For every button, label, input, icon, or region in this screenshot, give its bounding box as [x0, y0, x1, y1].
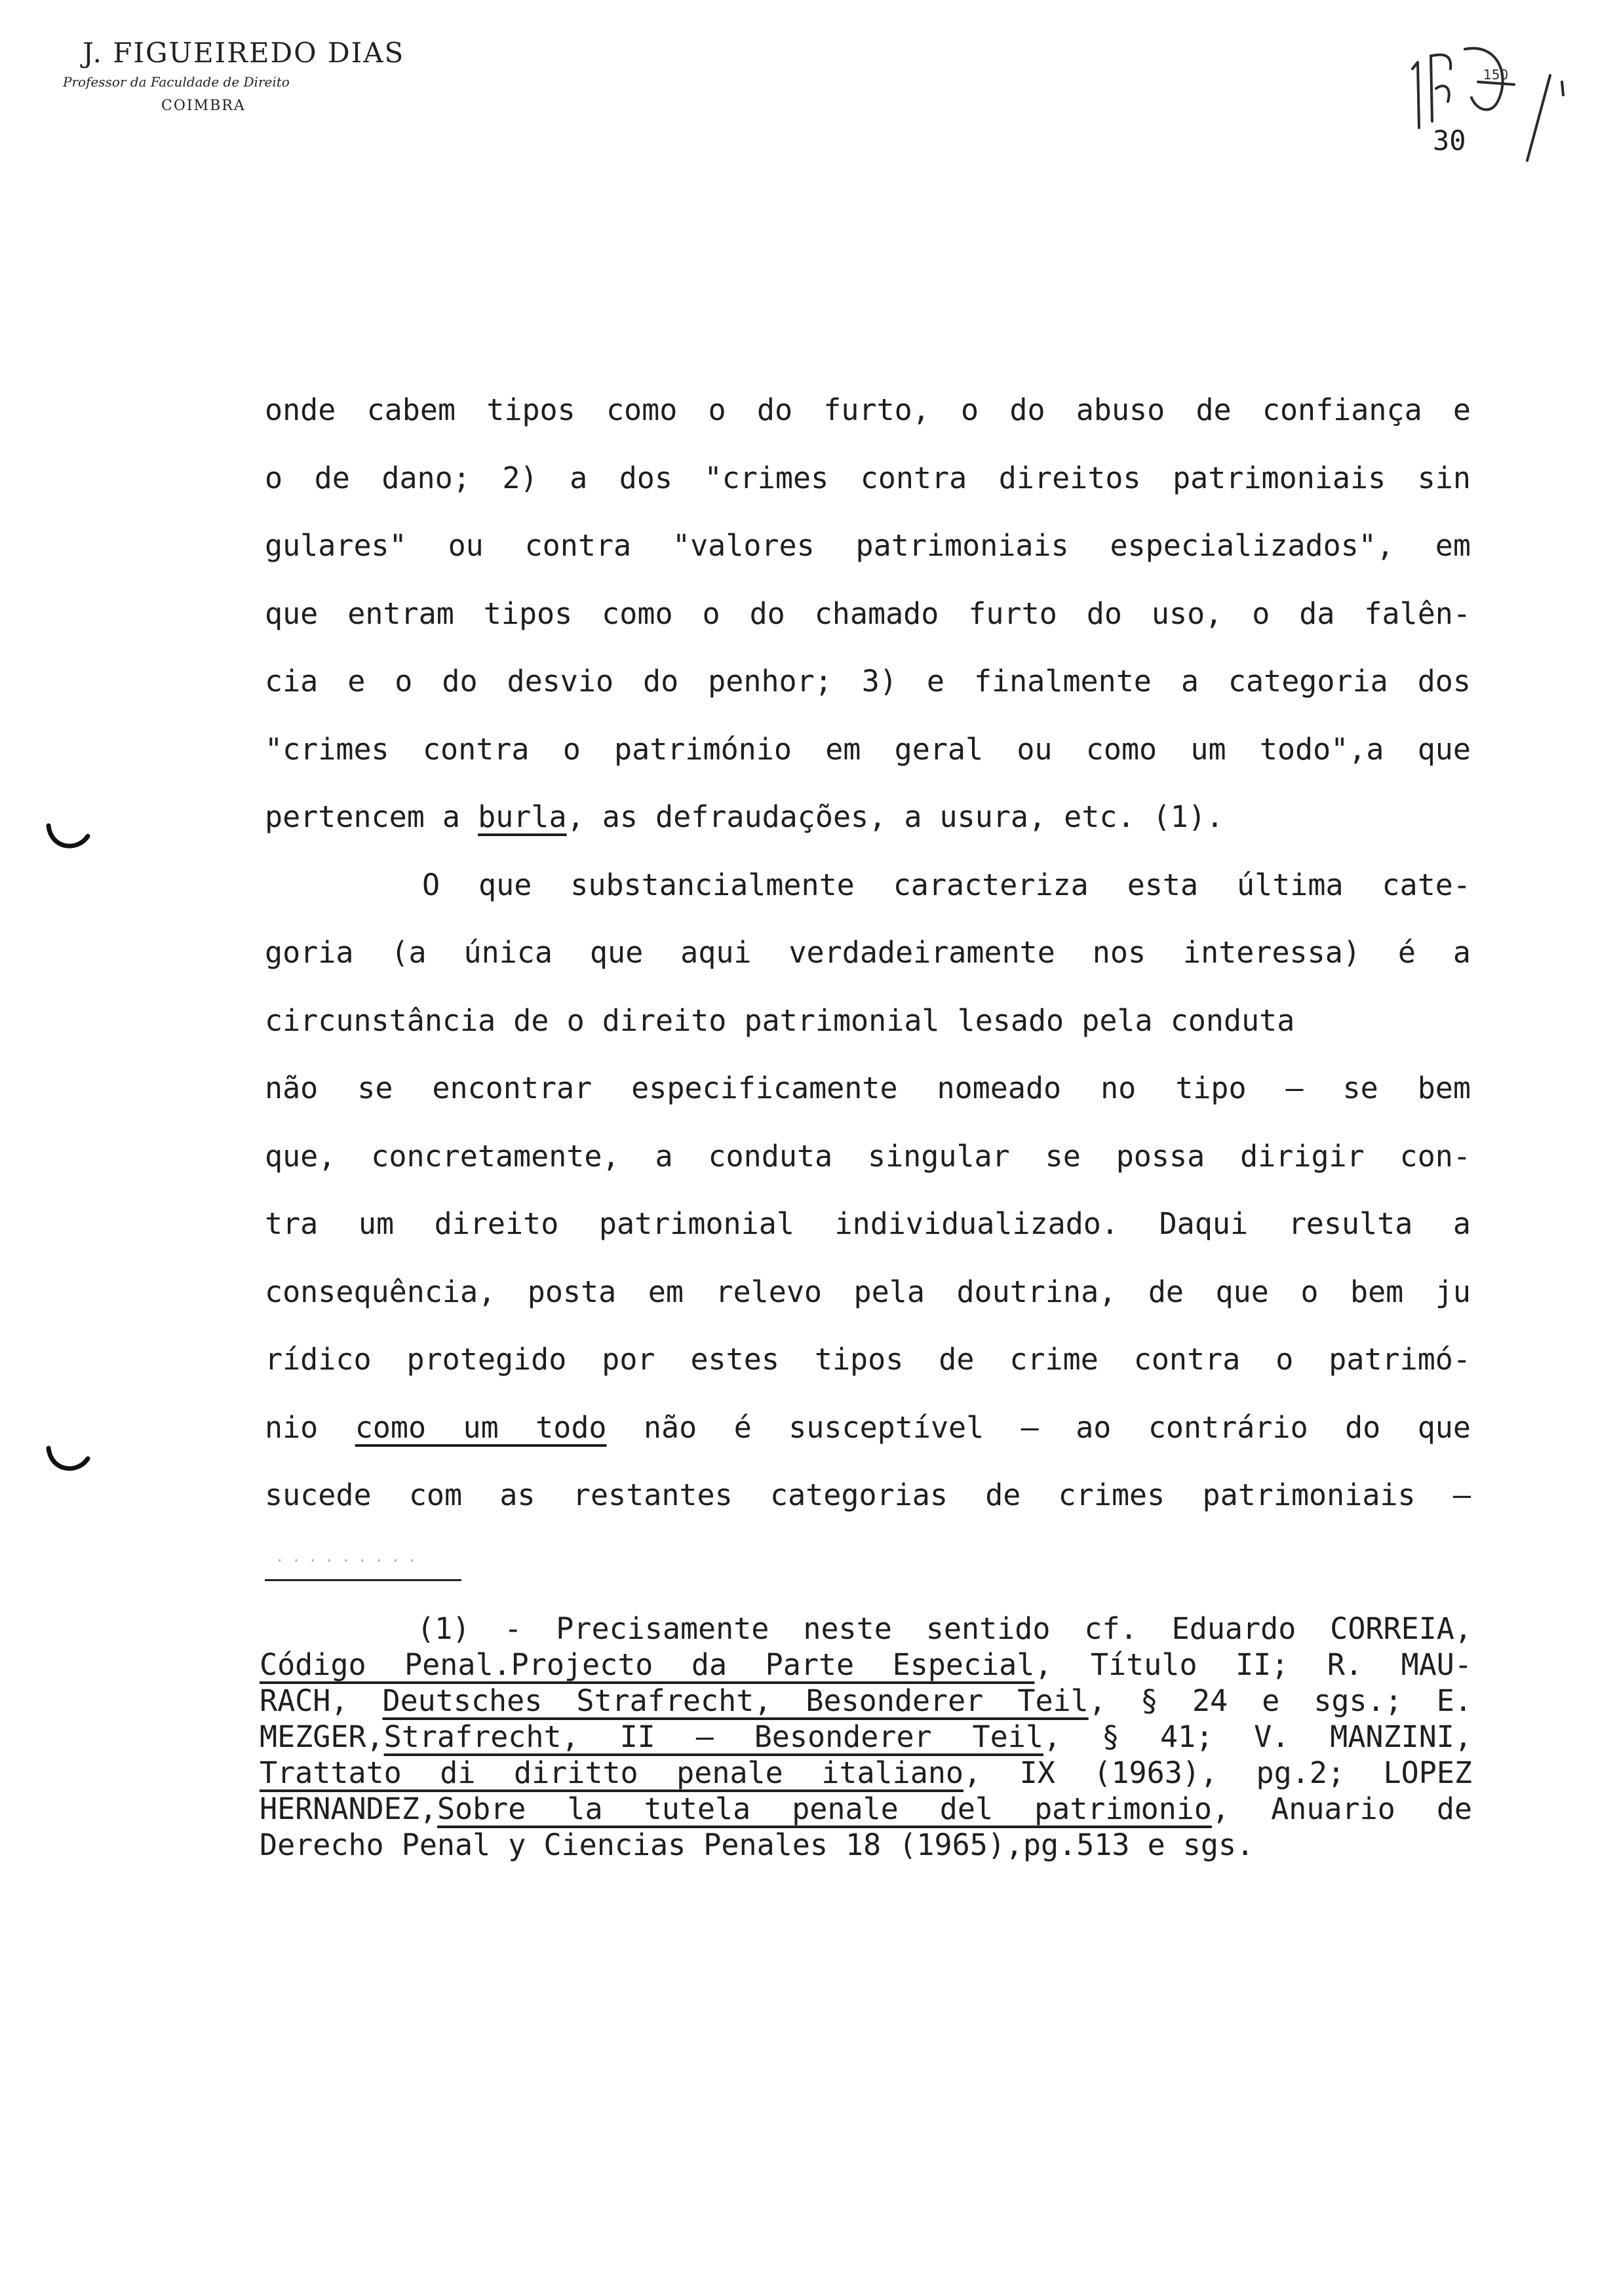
text-segment: , Título II; R. MAU- — [1034, 1647, 1472, 1682]
text-segment: o de dano; 2) a dos "crimes contra direitos patrimoniais sin — [265, 460, 1471, 495]
text-segment: rídico protegido por estes tipos de crime contra o patrimó- — [265, 1342, 1471, 1377]
binder-hole-mark — [45, 813, 90, 858]
text-segment: sucede com as restantes categorias de crimes patrimoniais — — [265, 1478, 1471, 1512]
text-segment: onde cabem tipos como o do furto, o do abuso de confiança e — [265, 392, 1471, 427]
text-segment: goria (a única que aqui verdadeiramente nos interessa) é a — [265, 935, 1471, 970]
text-segment: RACH, — [260, 1683, 383, 1718]
text-segment: não se encontrar especificamente nomeado no tipo — se bem — [265, 1071, 1471, 1105]
handwritten-folio-text: 150 — [1483, 67, 1509, 83]
body-line — [265, 1407, 1471, 1475]
body-line — [265, 1339, 1471, 1407]
footnote-line — [260, 1719, 1472, 1755]
body-line — [265, 1271, 1471, 1339]
footnotes — [260, 1611, 1472, 1863]
footnote-line — [260, 1827, 1472, 1863]
underlined-text: Sobre la tutela penale del patrimonio — [437, 1791, 1213, 1826]
text-segment: nio — [265, 1409, 355, 1445]
text-segment: tra um direito patrimonial individualizado. Daqui resulta a — [265, 1206, 1471, 1241]
underlined-text: Código Penal.Projecto da Parte Especial — [260, 1647, 1035, 1682]
text-segment: , § 41; V. MANZINI, — [1043, 1719, 1472, 1754]
text-segment: , IX (1963), pg.2; LOPEZ — [963, 1755, 1473, 1790]
body-line — [265, 1067, 1471, 1136]
binder-hole-mark — [45, 1435, 90, 1481]
text-segment: O que substancialmente caracteriza esta última cate- — [422, 867, 1471, 902]
letterhead-city: COIMBRA — [161, 98, 246, 114]
text-segment: HERNANDEZ, — [260, 1791, 437, 1826]
text-segment: "crimes contra o património em geral ou como um todo",a que — [265, 731, 1471, 767]
dotted-separator: ········· — [275, 1553, 425, 1569]
underlined-text: como um todo — [355, 1409, 607, 1445]
underlined-text: Deutsches Strafrecht, Besonderer Teil — [382, 1683, 1089, 1718]
main-body-text — [265, 389, 1471, 1542]
body-line — [265, 864, 1471, 932]
body-line — [265, 593, 1471, 661]
body-line — [265, 729, 1471, 797]
text-segment: circunstância de o direito patrimonial lesado pela conduta — [265, 1003, 1295, 1038]
text-segment: que entram tipos como o do chamado furto do uso, o da falên- — [265, 596, 1471, 631]
text-segment: consequência, posta em relevo pela doutrina, de que o bem ju — [265, 1274, 1471, 1309]
text-segment: , § 24 e sgs.; E. — [1088, 1683, 1472, 1718]
body-line — [265, 525, 1471, 593]
underlined-text: burla — [478, 799, 567, 834]
footnote-line — [260, 1611, 1472, 1647]
body-line — [265, 796, 1471, 864]
body-line — [265, 660, 1471, 729]
text-segment: que, concretamente, a conduta singular se possa dirigir con- — [265, 1138, 1471, 1174]
footnote-line — [260, 1683, 1472, 1719]
text-segment: (1) - Precisamente neste sentido cf. Eduardo CORREIA, — [417, 1611, 1472, 1646]
text-segment: não é susceptível — ao contrário do que — [606, 1409, 1471, 1445]
body-line — [265, 1203, 1471, 1271]
letterhead — [63, 37, 430, 114]
handwritten-folio-mark — [1399, 29, 1570, 187]
text-segment: , Anuario de — [1212, 1791, 1473, 1826]
letterhead-name: J. FIGUEIREDO DIAS — [83, 37, 405, 69]
underlined-text: Strafrecht, II — Besonderer Teil — [383, 1719, 1043, 1754]
body-line — [265, 389, 1471, 457]
page-number: 30 — [1433, 124, 1466, 157]
text-segment: Derecho Penal y Ciencias Penales 18 (1965),pg.513 e sgs. — [260, 1827, 1255, 1862]
text-segment: cia e o do desvio do penhor; 3) e finalmente a categoria dos — [265, 664, 1471, 698]
body-line — [265, 932, 1471, 1000]
body-line — [265, 1000, 1471, 1068]
underlined-text: Trattato di diritto penale italiano — [260, 1755, 964, 1790]
text-segment: , as defraudações, a usura, etc. (1). — [566, 799, 1224, 834]
letterhead-subtitle: Professor da Faculdade de Direito — [63, 74, 290, 90]
text-segment: gulares" ou contra "valores patrimoniais especializados", em — [265, 528, 1471, 563]
body-line — [265, 1474, 1471, 1542]
footnote-line — [260, 1755, 1472, 1791]
body-line — [265, 1136, 1471, 1204]
text-segment: pertencem a — [265, 799, 478, 834]
body-line — [265, 457, 1471, 526]
text-segment: MEZGER, — [260, 1719, 384, 1754]
footnote-line — [260, 1791, 1472, 1827]
footnote-rule — [265, 1579, 461, 1581]
footnote-line — [260, 1647, 1472, 1683]
